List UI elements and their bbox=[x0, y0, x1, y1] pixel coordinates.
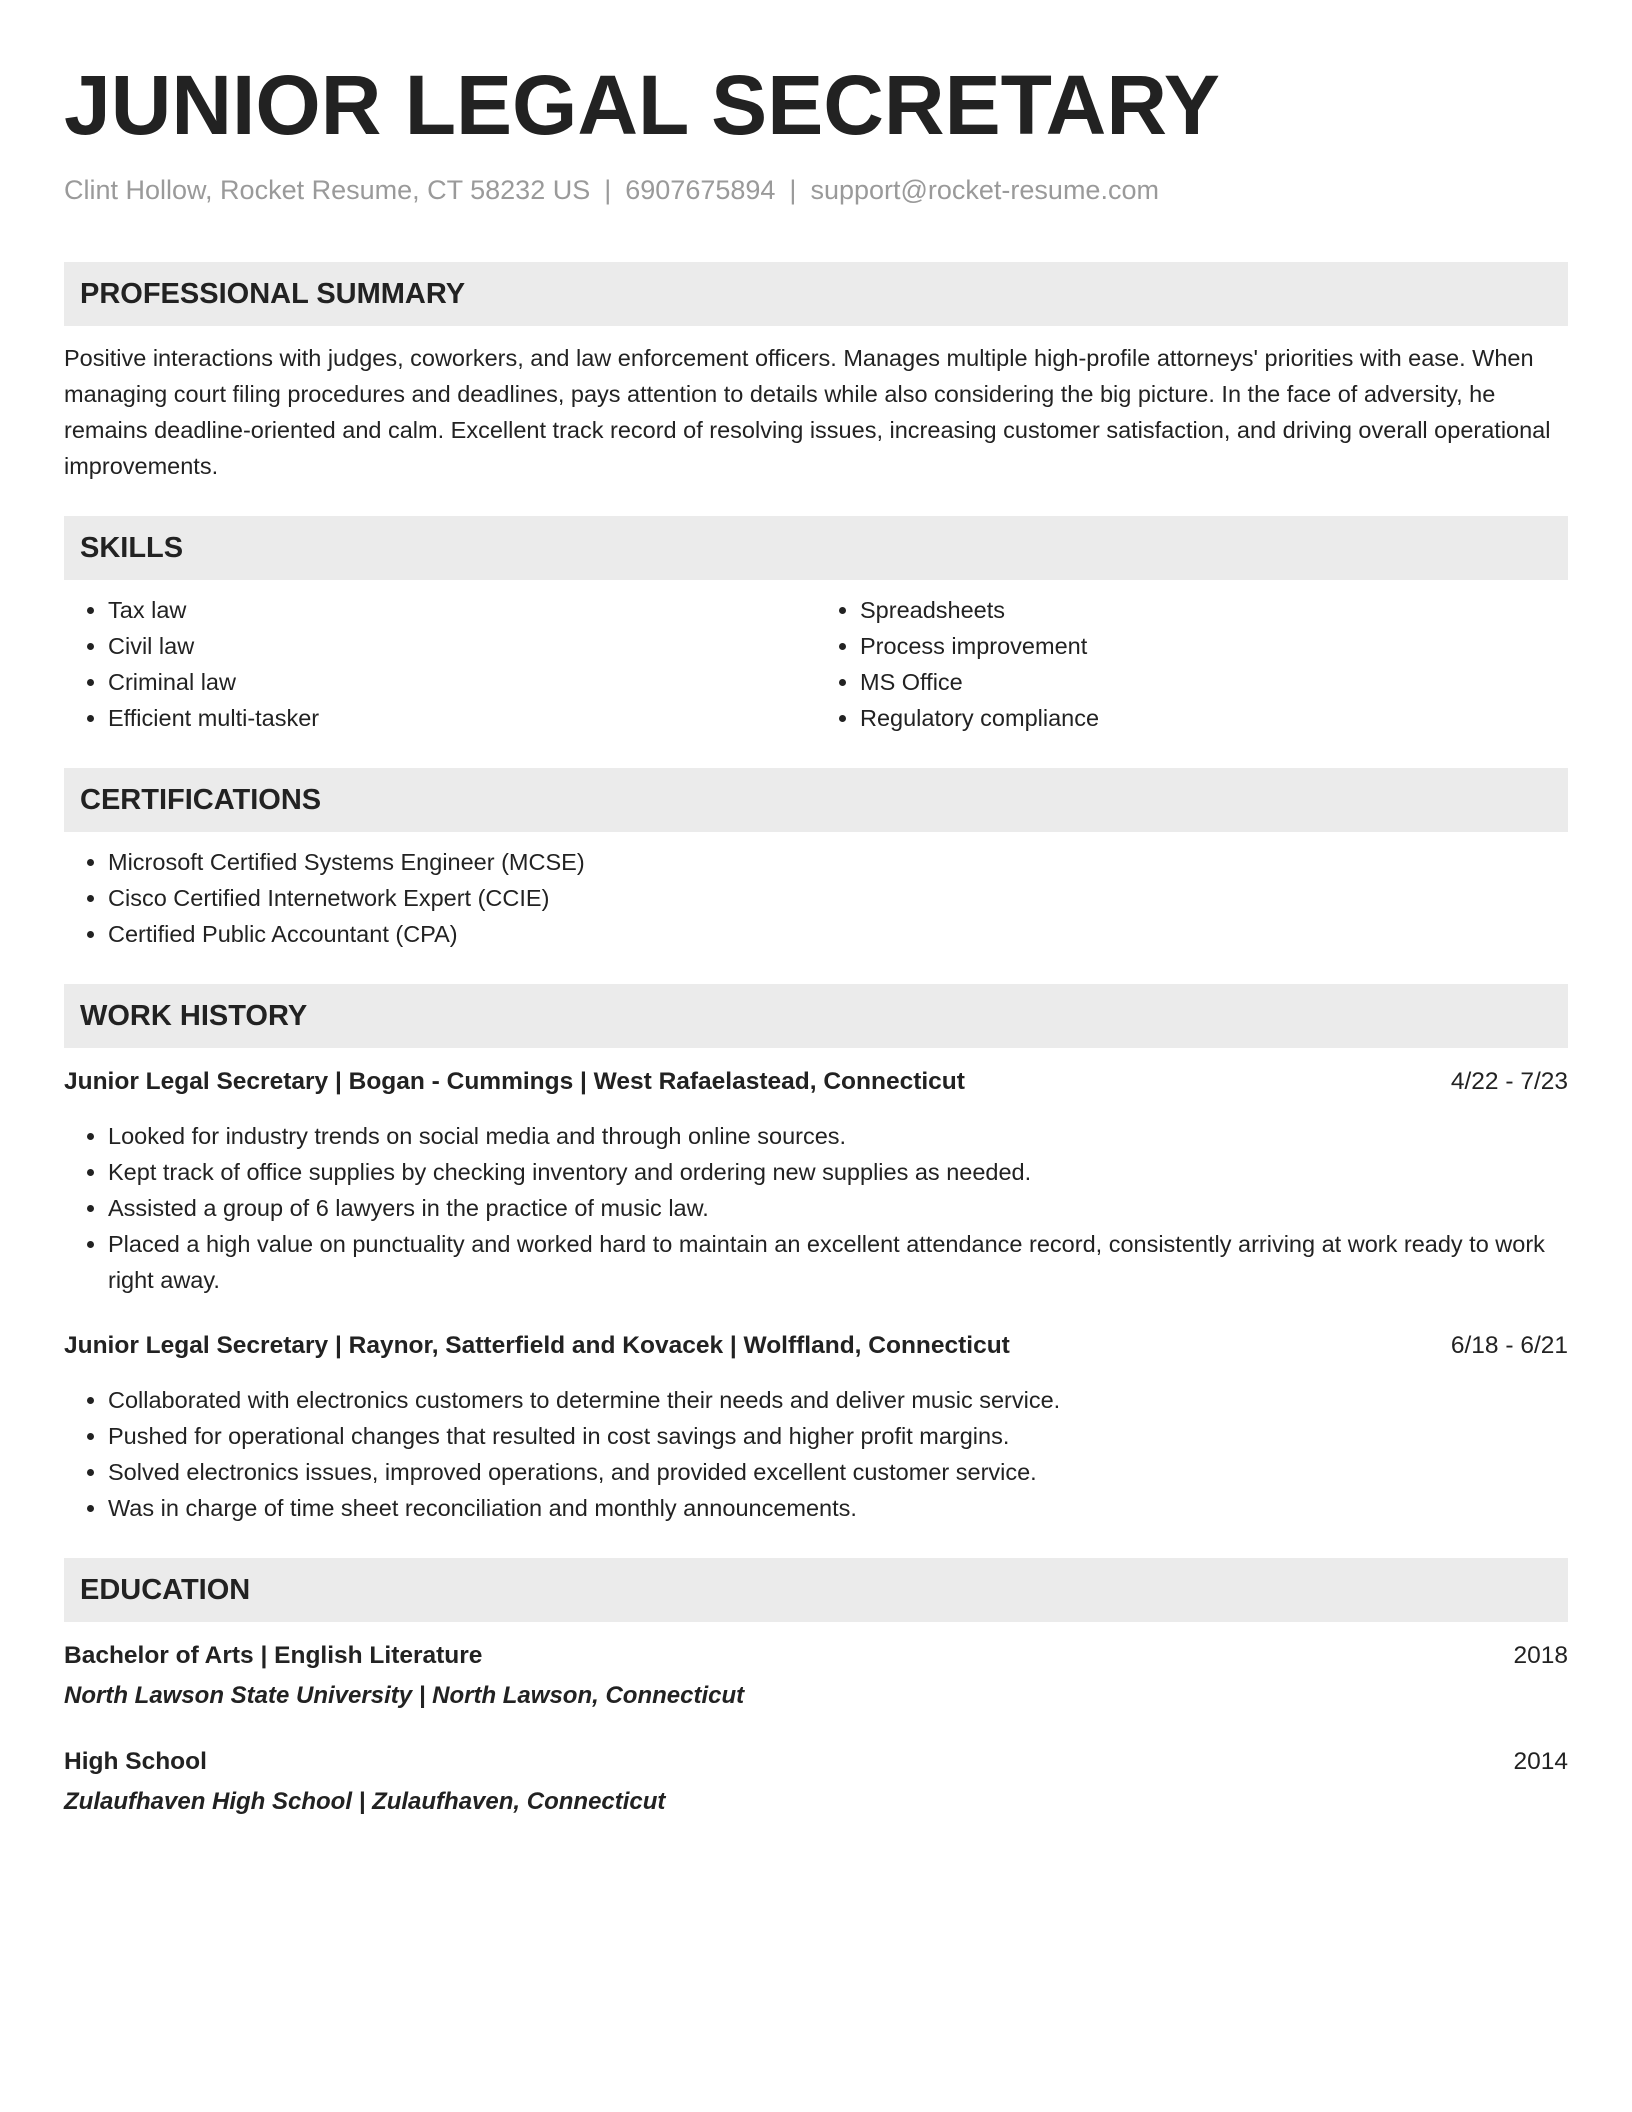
certifications-heading: CERTIFICATIONS bbox=[64, 768, 1568, 832]
summary-section bbox=[64, 262, 1568, 484]
job-entry bbox=[64, 1064, 1568, 1298]
contact-separator: | bbox=[604, 175, 612, 205]
job-bullet: • Looked for industry trends on social media and through online sources. bbox=[108, 1118, 1568, 1154]
skills-column-right bbox=[816, 592, 1568, 736]
education-entry bbox=[64, 1638, 1568, 1714]
education-year: 2018 bbox=[1513, 1642, 1568, 1669]
skill-item: • Efficient multi-tasker bbox=[108, 700, 816, 736]
certifications-section bbox=[64, 768, 1568, 952]
skill-item: • Tax law bbox=[108, 592, 816, 628]
certification-item: • Certified Public Accountant (CPA) bbox=[108, 916, 1568, 952]
job-title: Junior Legal Secretary | Bogan - Cummings | West Rafaelastead, Connecticut bbox=[64, 1068, 965, 1095]
skill-item: • Civil law bbox=[108, 628, 816, 664]
job-dates: 4/22 - 7/23 bbox=[1450, 1068, 1568, 1095]
work-history-heading: WORK HISTORY bbox=[64, 984, 1568, 1048]
education-school: Zulaufhaven High School | Zulaufhaven, Connecticut bbox=[64, 1788, 666, 1815]
resume-title: JUNIOR LEGAL SECRETARY bbox=[64, 58, 1220, 152]
job-bullet: • Pushed for operational changes that resulted in cost savings and higher profit margins. bbox=[108, 1418, 1568, 1454]
education-heading: EDUCATION bbox=[64, 1558, 1568, 1622]
education-degree: High School bbox=[64, 1748, 207, 1775]
education-header bbox=[64, 1638, 1568, 1674]
job-header bbox=[64, 1064, 1568, 1100]
contact-address: Clint Hollow, Rocket Resume, CT 58232 US bbox=[64, 175, 591, 205]
job-bullet: • Solved electronics issues, improved operations, and provided excellent customer service. bbox=[108, 1454, 1568, 1490]
certification-item: • Microsoft Certified Systems Engineer (MCSE) bbox=[108, 844, 1568, 880]
education-entry bbox=[64, 1744, 1568, 1820]
job-bullet: • Placed a high value on punctuality and worked hard to maintain an excellent attendance record, consistently arriving at work ready to work right away. bbox=[108, 1226, 1568, 1298]
job-title: Junior Legal Secretary | Raynor, Satterfield and Kovacek | Wolffland, Connecticut bbox=[64, 1332, 1010, 1359]
skill-item: • Spreadsheets bbox=[860, 592, 1568, 628]
work-history-section bbox=[64, 984, 1568, 1526]
summary-text: Positive interactions with judges, coworkers, and law enforcement officers. Manages multiple high-profile attorneys' priorities with ease. When managing court filing procedures and deadlines, pays attention to details while also considering the big picture. In the face of adversity, he remains deadline-oriented and calm. Excellent track record of resolving issues, increasing customer satisfaction, and driving overall operational improvements. bbox=[64, 345, 1551, 479]
certification-item: • Cisco Certified Internetwork Expert (CCIE) bbox=[108, 880, 1568, 916]
summary-heading: PROFESSIONAL SUMMARY bbox=[64, 262, 1568, 326]
skill-item: • Criminal law bbox=[108, 664, 816, 700]
job-dates: 6/18 - 6/21 bbox=[1450, 1332, 1568, 1359]
job-bullet: • Assisted a group of 6 lawyers in the practice of music law. bbox=[108, 1190, 1568, 1226]
contact-email: support@rocket-resume.com bbox=[810, 175, 1159, 205]
education-school: North Lawson State University | North Lawson, Connecticut bbox=[64, 1682, 745, 1709]
contact-separator: | bbox=[789, 175, 797, 205]
contact-line bbox=[64, 172, 1568, 208]
skills-column-left bbox=[64, 592, 816, 736]
job-bullet: • Was in charge of time sheet reconciliation and monthly announcements. bbox=[108, 1490, 1568, 1526]
skill-item: • MS Office bbox=[860, 664, 1568, 700]
skills-heading: SKILLS bbox=[64, 516, 1568, 580]
education-degree: Bachelor of Arts | English Literature bbox=[64, 1642, 483, 1669]
job-bullet: • Kept track of office supplies by checking inventory and ordering new supplies as needed. bbox=[108, 1154, 1568, 1190]
job-bullet: • Collaborated with electronics customers to determine their needs and deliver music service. bbox=[108, 1382, 1568, 1418]
skill-item: • Regulatory compliance bbox=[860, 700, 1568, 736]
skills-grid bbox=[64, 592, 1568, 736]
contact-phone: 6907675894 bbox=[625, 175, 776, 205]
skills-section bbox=[64, 516, 1568, 736]
skill-item: • Process improvement bbox=[860, 628, 1568, 664]
job-entry bbox=[64, 1328, 1568, 1526]
education-header bbox=[64, 1744, 1568, 1780]
education-section bbox=[64, 1558, 1568, 1820]
education-year: 2014 bbox=[1513, 1748, 1568, 1775]
job-header bbox=[64, 1328, 1568, 1364]
